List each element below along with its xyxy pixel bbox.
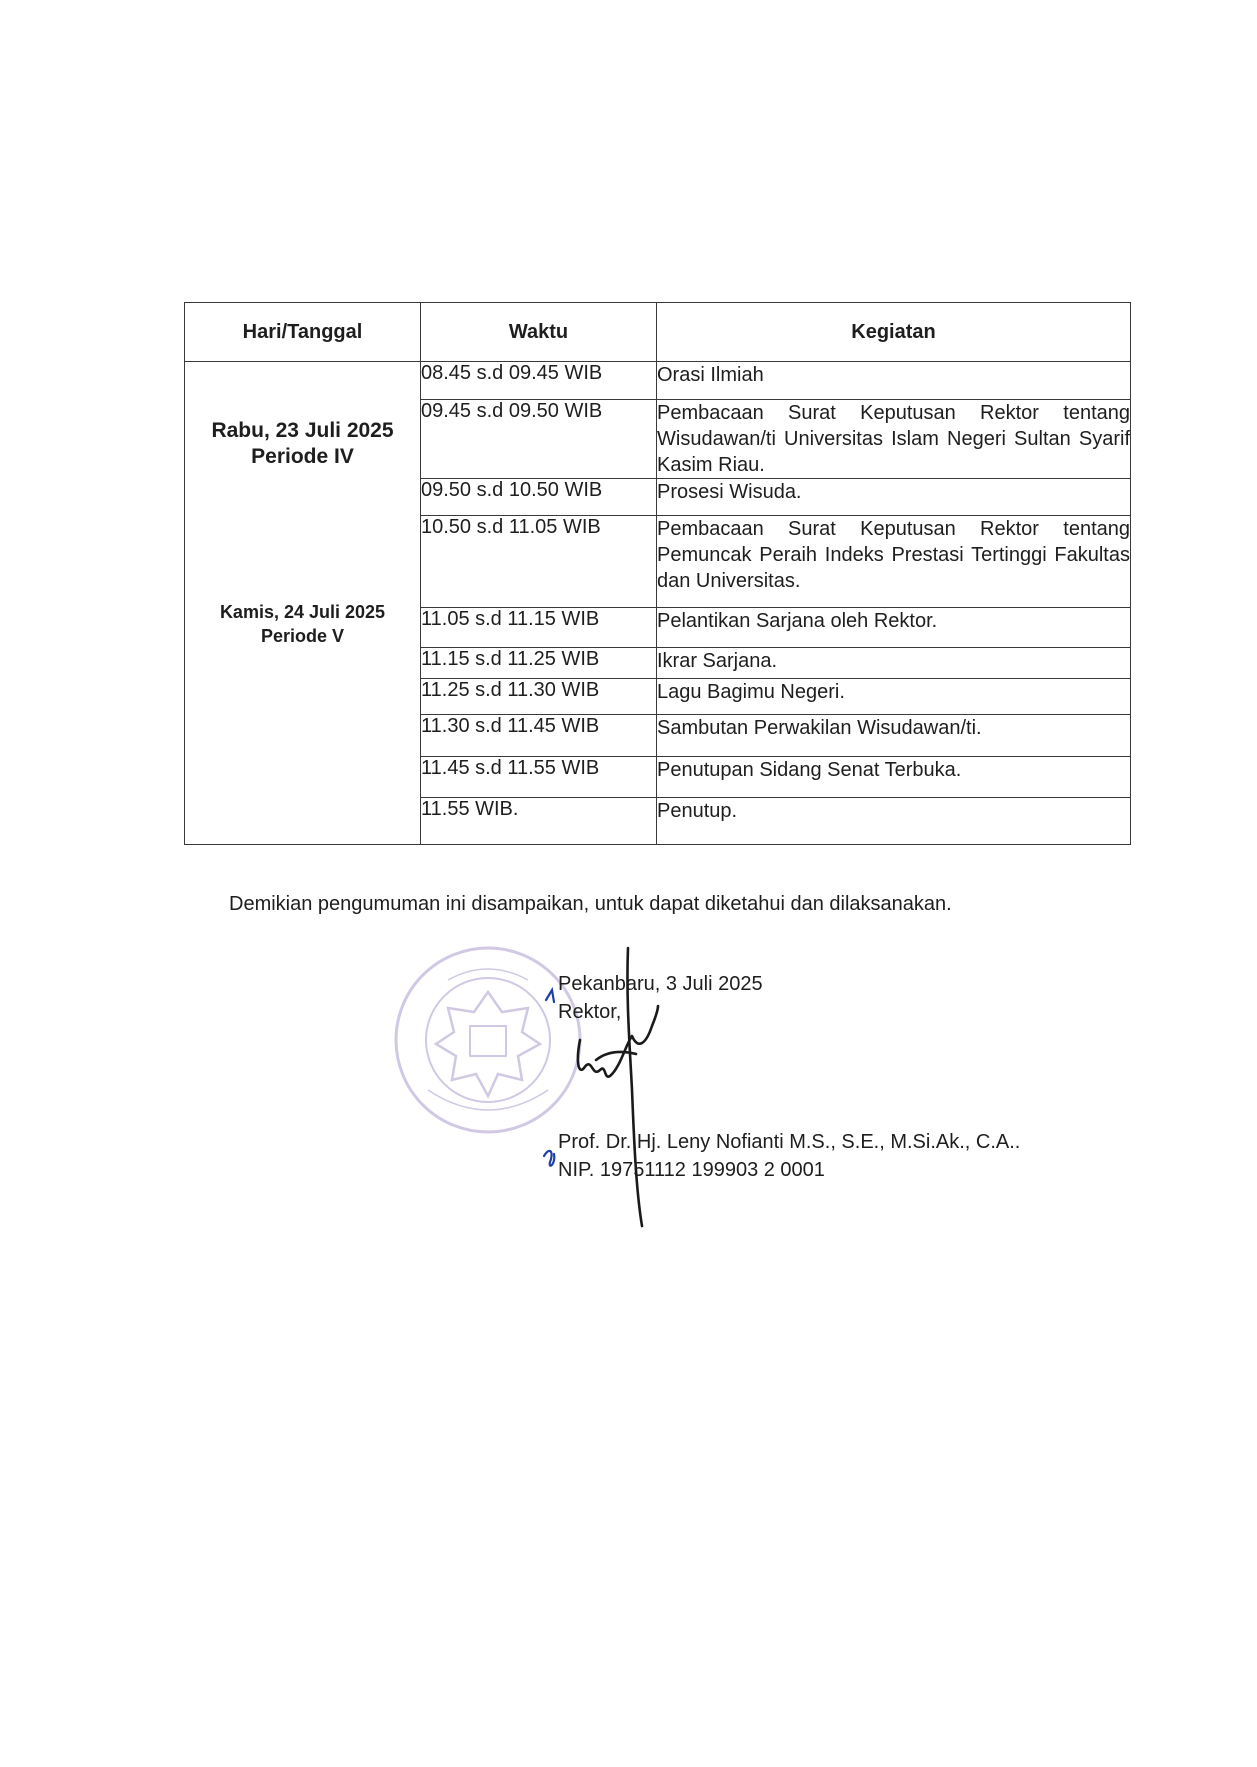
activity-cell: Prosesi Wisuda. [657,479,1131,516]
day-date: Rabu, 23 Juli 2025 [211,419,394,442]
time-cell: 11.25 s.d 11.30 WIB [421,679,657,715]
header-day: Hari/Tanggal [185,303,421,362]
activity-cell: Ikrar Sarjana. [657,648,1131,679]
activity-cell: Sambutan Perwakilan Wisudawan/ti. [657,715,1131,757]
day-block-1 [185,418,420,470]
time-cell: 10.50 s.d 11.05 WIB [421,516,657,608]
table-row [185,362,1131,400]
signatory-block [558,1128,1020,1184]
signatory-nip: NIP. 19751112 199903 2 0001 [558,1159,825,1181]
time-cell: 09.45 s.d 09.50 WIB [421,400,657,479]
day-date: Kamis, 24 Juli 2025 [219,602,386,622]
closing-statement: Demikian pengumuman ini disampaikan, untuk dapat diketahui dan dilaksanakan. [229,893,952,915]
time-cell: 11.45 s.d 11.55 WIB [421,757,657,798]
handwritten-signature-icon [540,940,690,1230]
time-cell: 11.30 s.d 11.45 WIB [421,715,657,757]
time-cell: 11.05 s.d 11.15 WIB [421,608,657,648]
day-period: Periode V [260,626,345,646]
day-cell [185,362,421,845]
activity-cell: Pembacaan Surat Keputusan Rektor tentang Wisudawan/ti Universitas Islam Negeri Sultan Syarif Kasim Riau. [657,400,1131,479]
signer-title: Rektor, [558,1001,622,1023]
activity-cell: Pembacaan Surat Keputusan Rektor tentang Pemuncak Peraih Indeks Prestasi Tertinggi Fakultas dan Universitas. [657,516,1131,608]
time-cell: 08.45 s.d 09.45 WIB [421,362,657,400]
place-date: Pekanbaru, 3 Juli 2025 [558,973,763,995]
day-period: Periode IV [251,445,354,468]
activity-cell: Penutupan Sidang Senat Terbuka. [657,757,1131,798]
activity-cell: Lagu Bagimu Negeri. [657,679,1131,715]
table-header-row [185,303,1131,362]
signatory-name: Prof. Dr. Hj. Leny Nofianti M.S., S.E., M.Si.Ak., C.A.. [558,1131,1021,1153]
day-block-2 [185,600,420,648]
time-cell: 11.15 s.d 11.25 WIB [421,648,657,679]
header-time: Waktu [421,303,657,362]
activity-cell: Pelantikan Sarjana oleh Rektor. [657,608,1131,648]
header-activity: Kegiatan [657,303,1131,362]
time-cell: 11.55 WIB. [421,798,657,845]
activity-cell: Orasi Ilmiah [657,362,1131,400]
schedule-table [184,302,1131,845]
time-cell: 09.50 s.d 10.50 WIB [421,479,657,516]
activity-cell: Penutup. [657,798,1131,845]
